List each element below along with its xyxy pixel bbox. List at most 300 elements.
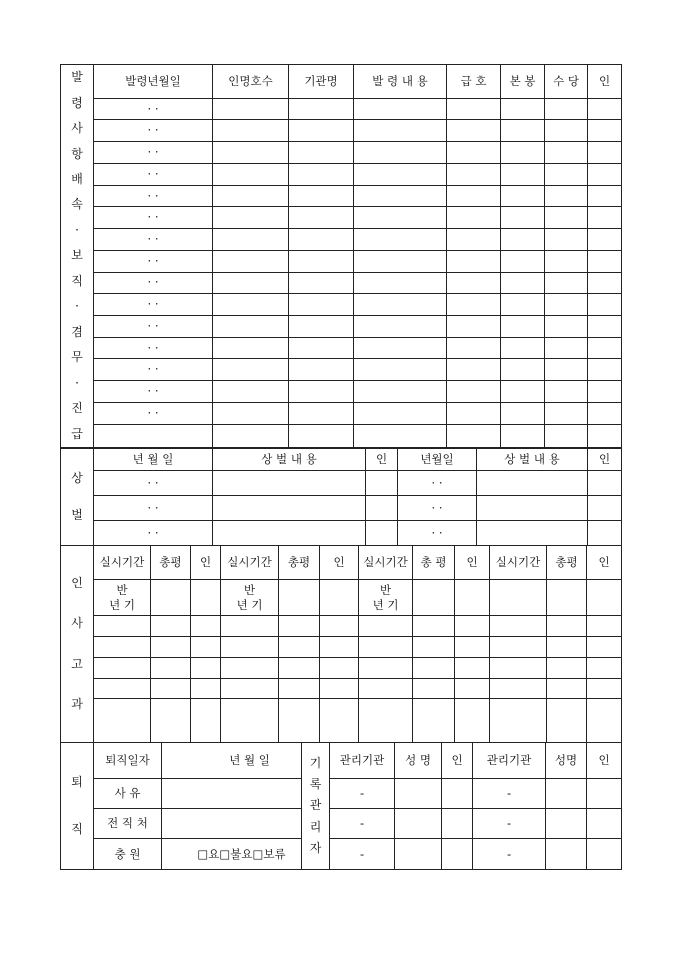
appointment-cell[interactable]	[588, 402, 622, 424]
appointment-cell[interactable]	[588, 337, 622, 359]
appointment-cell[interactable]	[94, 250, 213, 272]
evaluation-cell[interactable]	[94, 658, 151, 679]
appointment-row	[61, 207, 622, 229]
appointment-cell[interactable]	[447, 402, 501, 424]
appointment-cell[interactable]	[588, 98, 622, 120]
evaluation-cell[interactable]	[413, 616, 455, 637]
appointment-cell[interactable]	[213, 294, 289, 316]
reward-penalty-left-date[interactable]	[94, 496, 213, 521]
evaluation-cell[interactable]	[359, 699, 413, 743]
appointment-cell[interactable]	[588, 294, 622, 316]
appointment-cell[interactable]	[501, 163, 545, 185]
evaluation-cell[interactable]	[490, 658, 547, 679]
appointment-cell[interactable]	[289, 142, 354, 164]
reward-penalty-right-seal[interactable]	[588, 471, 622, 496]
appointment-cell[interactable]	[501, 272, 545, 294]
appointment-cell[interactable]	[545, 402, 588, 424]
appointment-cell[interactable]	[501, 424, 545, 447]
appointment-cell[interactable]	[354, 163, 447, 185]
evaluation-cell[interactable]	[221, 658, 279, 679]
evaluation-cell[interactable]	[359, 679, 413, 699]
date-dots: · ·	[147, 123, 159, 138]
appointment-cell[interactable]	[94, 142, 213, 164]
evaluation-cell[interactable]	[547, 580, 587, 616]
reward-penalty-row	[61, 521, 622, 546]
appointment-cell[interactable]	[289, 294, 354, 316]
evaluation-cell[interactable]	[320, 616, 359, 637]
evaluation-cell[interactable]	[94, 637, 151, 658]
date-dots: · ·	[431, 500, 443, 515]
agency-dash-1[interactable]: -	[330, 809, 395, 839]
appointment-cell[interactable]	[94, 163, 213, 185]
appointment-cell[interactable]	[289, 381, 354, 403]
name-cell[interactable]	[395, 779, 442, 809]
evaluation-cell[interactable]	[94, 616, 151, 637]
side-char: 벌	[71, 507, 83, 522]
evaluation-cell[interactable]	[413, 699, 455, 743]
appointment-cell[interactable]	[354, 402, 447, 424]
appointment-cell[interactable]	[94, 98, 213, 120]
appointment-cell[interactable]	[501, 250, 545, 272]
appointment-cell[interactable]	[447, 359, 501, 381]
evaluation-cell[interactable]	[221, 580, 279, 616]
appointment-cell[interactable]	[213, 250, 289, 272]
appointment-cell[interactable]	[545, 272, 588, 294]
evaluation-cell[interactable]	[455, 679, 490, 699]
appointment-cell[interactable]	[94, 120, 213, 142]
header-seal-left: 인	[366, 449, 398, 471]
agency-dash-2[interactable]: -	[473, 809, 546, 839]
header-managing-agency-2: 관리기관	[473, 743, 546, 779]
agency-dash-2[interactable]: -	[473, 779, 546, 809]
appointment-cell[interactable]	[588, 185, 622, 207]
appointment-cell[interactable]	[213, 98, 289, 120]
evaluation-cell[interactable]	[191, 637, 221, 658]
appointment-cell[interactable]	[213, 381, 289, 403]
side-char: 직	[71, 273, 83, 288]
evaluation-cell[interactable]	[490, 699, 547, 743]
appointment-cell[interactable]	[94, 424, 213, 447]
agency-dash-1[interactable]: -	[330, 839, 395, 870]
retirement-table	[60, 742, 622, 870]
retire-date-label: 퇴직일자	[94, 743, 162, 779]
seal-cell[interactable]	[442, 839, 473, 870]
retire-date-value[interactable]	[162, 743, 302, 779]
appointment-cell[interactable]	[588, 272, 622, 294]
evaluation-cell[interactable]	[279, 637, 320, 658]
evaluation-cell[interactable]	[279, 616, 320, 637]
appointment-cell[interactable]	[545, 424, 588, 447]
seal-cell[interactable]	[442, 779, 473, 809]
appointment-cell[interactable]	[588, 315, 622, 337]
evaluation-cell[interactable]	[221, 637, 279, 658]
appointment-cell[interactable]	[447, 315, 501, 337]
evaluation-cell[interactable]	[455, 699, 490, 743]
appointment-cell[interactable]	[447, 381, 501, 403]
header-seal-right: 인	[588, 449, 622, 471]
appointment-cell[interactable]	[501, 229, 545, 251]
appointment-row	[61, 163, 622, 185]
appointment-cell[interactable]	[354, 229, 447, 251]
appointment-row	[61, 381, 622, 403]
name-cell[interactable]	[546, 839, 587, 870]
evaluation-cell[interactable]	[151, 616, 191, 637]
appointment-cell[interactable]	[289, 424, 354, 447]
appointment-cell[interactable]	[354, 142, 447, 164]
side-char: 인	[71, 576, 83, 591]
evaluation-cell[interactable]	[151, 699, 191, 743]
replacement-label: 충 원	[94, 839, 162, 870]
seal-cell[interactable]	[587, 779, 622, 809]
appointment-cell[interactable]	[447, 207, 501, 229]
appointment-cell[interactable]	[289, 359, 354, 381]
appointment-cell[interactable]	[213, 120, 289, 142]
evaluation-cell[interactable]	[455, 637, 490, 658]
appointment-cell[interactable]	[289, 272, 354, 294]
appointment-cell[interactable]	[94, 402, 213, 424]
date-dots: · ·	[147, 253, 159, 268]
appointment-cell[interactable]	[354, 185, 447, 207]
appointment-row	[61, 185, 622, 207]
evaluation-cell[interactable]	[151, 658, 191, 679]
appointment-cell[interactable]	[289, 315, 354, 337]
appointment-cell[interactable]	[588, 229, 622, 251]
evaluation-cell[interactable]	[151, 580, 191, 616]
evaluation-cell[interactable]	[413, 679, 455, 699]
appointment-cell[interactable]	[213, 272, 289, 294]
evaluation-cell[interactable]	[191, 679, 221, 699]
appointment-cell[interactable]	[213, 185, 289, 207]
evaluation-cell[interactable]	[455, 658, 490, 679]
evaluation-header: 총평	[151, 546, 191, 580]
appointment-cell[interactable]	[354, 98, 447, 120]
appointment-cell[interactable]	[588, 120, 622, 142]
evaluation-cell[interactable]	[94, 699, 151, 743]
appointment-cell[interactable]	[94, 229, 213, 251]
appointment-cell[interactable]	[588, 381, 622, 403]
appointment-cell[interactable]	[447, 272, 501, 294]
date-dots: · ·	[147, 166, 159, 181]
appointment-cell[interactable]	[501, 120, 545, 142]
name-cell[interactable]	[546, 809, 587, 839]
side-char: ·	[75, 375, 79, 390]
half-year-label	[221, 581, 278, 615]
date-dots: · ·	[431, 525, 443, 540]
appointment-cell[interactable]	[447, 294, 501, 316]
evaluation-cell[interactable]	[320, 699, 359, 743]
side-char: 사	[71, 121, 83, 136]
appointment-cell[interactable]	[213, 229, 289, 251]
appointment-cell[interactable]	[354, 315, 447, 337]
evaluation-cell[interactable]	[587, 699, 622, 743]
header-content-right: 상 벌 내 용	[477, 449, 588, 471]
reward-penalty-right-content[interactable]	[477, 521, 588, 546]
appointment-cell[interactable]	[354, 250, 447, 272]
reward-penalty-left-content[interactable]	[213, 496, 366, 521]
side-char: ·	[75, 222, 79, 237]
reward-penalty-right-date[interactable]	[398, 471, 477, 496]
evaluation-cell[interactable]	[191, 616, 221, 637]
previous-workplace-value[interactable]	[162, 809, 302, 839]
appointment-cell[interactable]	[289, 250, 354, 272]
side-char: 상	[71, 471, 83, 486]
evaluation-cell[interactable]	[490, 679, 547, 699]
appointment-cell[interactable]	[545, 207, 588, 229]
appointment-cell[interactable]	[447, 185, 501, 207]
reward-penalty-right-date[interactable]	[398, 496, 477, 521]
appointment-cell[interactable]	[501, 381, 545, 403]
header-managing-agency-1: 관리기관	[330, 743, 395, 779]
evaluation-cell[interactable]	[359, 637, 413, 658]
evaluation-cell[interactable]	[359, 580, 413, 616]
appointment-cell[interactable]	[94, 337, 213, 359]
header-appointment-content: 발 령 내 용	[354, 65, 447, 99]
evaluation-cell[interactable]	[191, 699, 221, 743]
evaluation-cell[interactable]	[359, 658, 413, 679]
evaluation-cell[interactable]	[279, 679, 320, 699]
appointment-cell[interactable]	[501, 402, 545, 424]
evaluation-cell[interactable]	[151, 637, 191, 658]
appointment-cell[interactable]	[545, 142, 588, 164]
header-seal-1: 인	[442, 743, 473, 779]
appointment-cell[interactable]	[289, 402, 354, 424]
date-dots: · ·	[147, 383, 159, 398]
side-char: ·	[75, 299, 79, 314]
appointment-cell[interactable]	[289, 185, 354, 207]
appointment-cell[interactable]	[545, 120, 588, 142]
appointment-cell[interactable]	[213, 163, 289, 185]
evaluation-cell[interactable]	[94, 679, 151, 699]
appointment-row	[61, 250, 622, 272]
evaluation-cell[interactable]	[359, 616, 413, 637]
appointment-cell[interactable]	[213, 142, 289, 164]
appointment-cell[interactable]	[94, 381, 213, 403]
evaluation-cell[interactable]	[320, 679, 359, 699]
evaluation-cell[interactable]	[587, 616, 622, 637]
evaluation-cell[interactable]	[587, 658, 622, 679]
seal-cell[interactable]	[587, 839, 622, 870]
appointment-cell[interactable]	[545, 229, 588, 251]
evaluation-cell[interactable]	[455, 580, 490, 616]
appointment-cell[interactable]	[501, 207, 545, 229]
evaluation-cell[interactable]	[191, 658, 221, 679]
appointment-cell[interactable]	[447, 424, 501, 447]
appointment-cell[interactable]	[354, 207, 447, 229]
date-dots: · ·	[147, 340, 159, 355]
appointment-cell[interactable]	[447, 163, 501, 185]
appointment-cell[interactable]	[447, 98, 501, 120]
date-dots: · ·	[147, 231, 159, 246]
evaluation-cell[interactable]	[279, 658, 320, 679]
appointment-cell[interactable]	[501, 142, 545, 164]
reward-penalty-right-date[interactable]	[398, 521, 477, 546]
appointment-cell[interactable]	[501, 359, 545, 381]
appointment-cell[interactable]	[447, 229, 501, 251]
appointment-cell[interactable]	[588, 250, 622, 272]
reward-penalty-right-seal[interactable]	[588, 496, 622, 521]
appointment-cell[interactable]	[588, 142, 622, 164]
appointment-row	[61, 142, 622, 164]
evaluation-cell[interactable]	[413, 658, 455, 679]
evaluation-cell[interactable]	[320, 637, 359, 658]
evaluation-cell[interactable]	[587, 679, 622, 699]
date-dots: · ·	[431, 475, 443, 490]
half-text: 반	[243, 582, 256, 597]
appointment-cell[interactable]	[354, 424, 447, 447]
reward-penalty-right-seal[interactable]	[588, 521, 622, 546]
appointment-cell[interactable]	[545, 185, 588, 207]
appointment-cell[interactable]	[354, 381, 447, 403]
appointment-cell[interactable]	[545, 250, 588, 272]
evaluation-cell[interactable]	[191, 580, 221, 616]
appointment-cell[interactable]	[94, 185, 213, 207]
appointment-cell[interactable]	[289, 207, 354, 229]
appointment-cell[interactable]	[289, 337, 354, 359]
appointment-cell[interactable]	[94, 315, 213, 337]
reward-penalty-right-content[interactable]	[477, 496, 588, 521]
appointment-cell[interactable]	[545, 294, 588, 316]
reward-penalty-left-date[interactable]	[94, 521, 213, 546]
appointment-cell[interactable]	[545, 315, 588, 337]
evaluation-cell[interactable]	[221, 616, 279, 637]
reward-penalty-right-content[interactable]	[477, 471, 588, 496]
appointment-cell[interactable]	[354, 359, 447, 381]
appointment-cell[interactable]	[588, 163, 622, 185]
reward-penalty-left-seal[interactable]	[366, 471, 398, 496]
evaluation-header: 총평	[279, 546, 320, 580]
appointment-cell[interactable]	[501, 294, 545, 316]
appointment-cell[interactable]	[501, 98, 545, 120]
evaluation-cell[interactable]	[320, 658, 359, 679]
side-char: 리	[309, 819, 322, 834]
year-period-text: 년 기	[236, 597, 263, 612]
side-char: 기	[309, 756, 322, 771]
appointment-cell[interactable]	[354, 272, 447, 294]
date-dots: · ·	[147, 297, 159, 312]
evaluation-cell[interactable]	[279, 699, 320, 743]
appointment-cell[interactable]	[545, 381, 588, 403]
appointment-cell[interactable]	[545, 163, 588, 185]
appointment-cell[interactable]	[213, 315, 289, 337]
reward-penalty-left-content[interactable]	[213, 521, 366, 546]
evaluation-cell[interactable]	[587, 580, 622, 616]
appointment-cell[interactable]	[588, 359, 622, 381]
appointment-cell[interactable]	[588, 207, 622, 229]
header-grade: 급 호	[447, 65, 501, 99]
appointment-cell[interactable]	[289, 120, 354, 142]
evaluation-cell[interactable]	[413, 637, 455, 658]
appointment-cell[interactable]	[213, 359, 289, 381]
appointment-row	[61, 98, 622, 120]
evaluation-cell[interactable]	[221, 679, 279, 699]
appointment-row	[61, 294, 622, 316]
appointment-cell[interactable]	[545, 359, 588, 381]
reason-value[interactable]	[162, 779, 302, 809]
reward-penalty-left-seal[interactable]	[366, 521, 398, 546]
retirement-side-label	[61, 743, 94, 870]
evaluation-cell[interactable]	[320, 580, 359, 616]
appointment-cell[interactable]	[447, 337, 501, 359]
evaluation-cell[interactable]	[547, 658, 587, 679]
appointment-cell[interactable]	[94, 359, 213, 381]
evaluation-header: 인	[455, 546, 490, 580]
appointment-cell[interactable]	[354, 337, 447, 359]
appointment-cell[interactable]	[289, 98, 354, 120]
seal-cell[interactable]	[442, 809, 473, 839]
reward-penalty-left-date[interactable]	[94, 471, 213, 496]
name-cell[interactable]	[546, 779, 587, 809]
appointment-row	[61, 120, 622, 142]
appointment-cell[interactable]	[354, 120, 447, 142]
reward-penalty-left-seal[interactable]	[366, 496, 398, 521]
side-char: 급	[71, 426, 83, 441]
reward-penalty-row	[61, 496, 622, 521]
header-date-left: 년 월 일	[94, 449, 213, 471]
appointment-cell[interactable]	[213, 424, 289, 447]
appointment-cell[interactable]	[447, 250, 501, 272]
side-char: 록	[309, 777, 322, 792]
evaluation-cell[interactable]	[547, 679, 587, 699]
agency-dash-1[interactable]: -	[330, 779, 395, 809]
evaluation-cell[interactable]	[455, 616, 490, 637]
name-cell[interactable]	[395, 839, 442, 870]
evaluation-cell[interactable]	[547, 637, 587, 658]
appointment-cell[interactable]	[94, 207, 213, 229]
appointment-cell[interactable]	[545, 98, 588, 120]
appointment-cell[interactable]	[588, 424, 622, 447]
appointment-cell[interactable]	[354, 294, 447, 316]
agency-dash-2[interactable]: -	[473, 839, 546, 870]
appointment-cell[interactable]	[501, 315, 545, 337]
evaluation-cell[interactable]	[587, 637, 622, 658]
appointment-cell[interactable]	[213, 402, 289, 424]
replacement-options[interactable]: □요□불요□보류	[162, 839, 302, 870]
date-dots: · ·	[147, 188, 159, 203]
evaluation-cell[interactable]	[490, 637, 547, 658]
evaluation-cell[interactable]	[279, 580, 320, 616]
appointment-cell[interactable]	[213, 207, 289, 229]
evaluation-cell[interactable]	[490, 580, 547, 616]
appointment-row	[61, 337, 622, 359]
appointment-cell[interactable]	[94, 272, 213, 294]
appointment-cell[interactable]	[213, 337, 289, 359]
appointment-cell[interactable]	[447, 120, 501, 142]
appointment-cell[interactable]	[447, 142, 501, 164]
appointment-cell[interactable]	[501, 185, 545, 207]
reason-label: 사 유	[94, 779, 162, 809]
appointment-cell[interactable]	[501, 337, 545, 359]
appointment-row	[61, 359, 622, 381]
reward-penalty-left-content[interactable]	[213, 471, 366, 496]
evaluation-cell[interactable]	[221, 699, 279, 743]
name-cell[interactable]	[395, 809, 442, 839]
evaluation-cell[interactable]	[413, 580, 455, 616]
half-text: 반	[116, 582, 128, 597]
evaluation-cell[interactable]	[547, 616, 587, 637]
appointment-cell[interactable]	[289, 229, 354, 251]
header-seal-2: 인	[587, 743, 622, 779]
side-char: 무	[71, 350, 83, 365]
appointment-cell[interactable]	[289, 163, 354, 185]
evaluation-cell[interactable]	[151, 679, 191, 699]
evaluation-cell[interactable]	[490, 616, 547, 637]
evaluation-cell[interactable]	[94, 580, 151, 616]
appointment-cell[interactable]	[94, 294, 213, 316]
evaluation-cell[interactable]	[547, 699, 587, 743]
side-char: 진	[71, 401, 83, 416]
seal-cell[interactable]	[587, 809, 622, 839]
appointment-cell[interactable]	[545, 337, 588, 359]
